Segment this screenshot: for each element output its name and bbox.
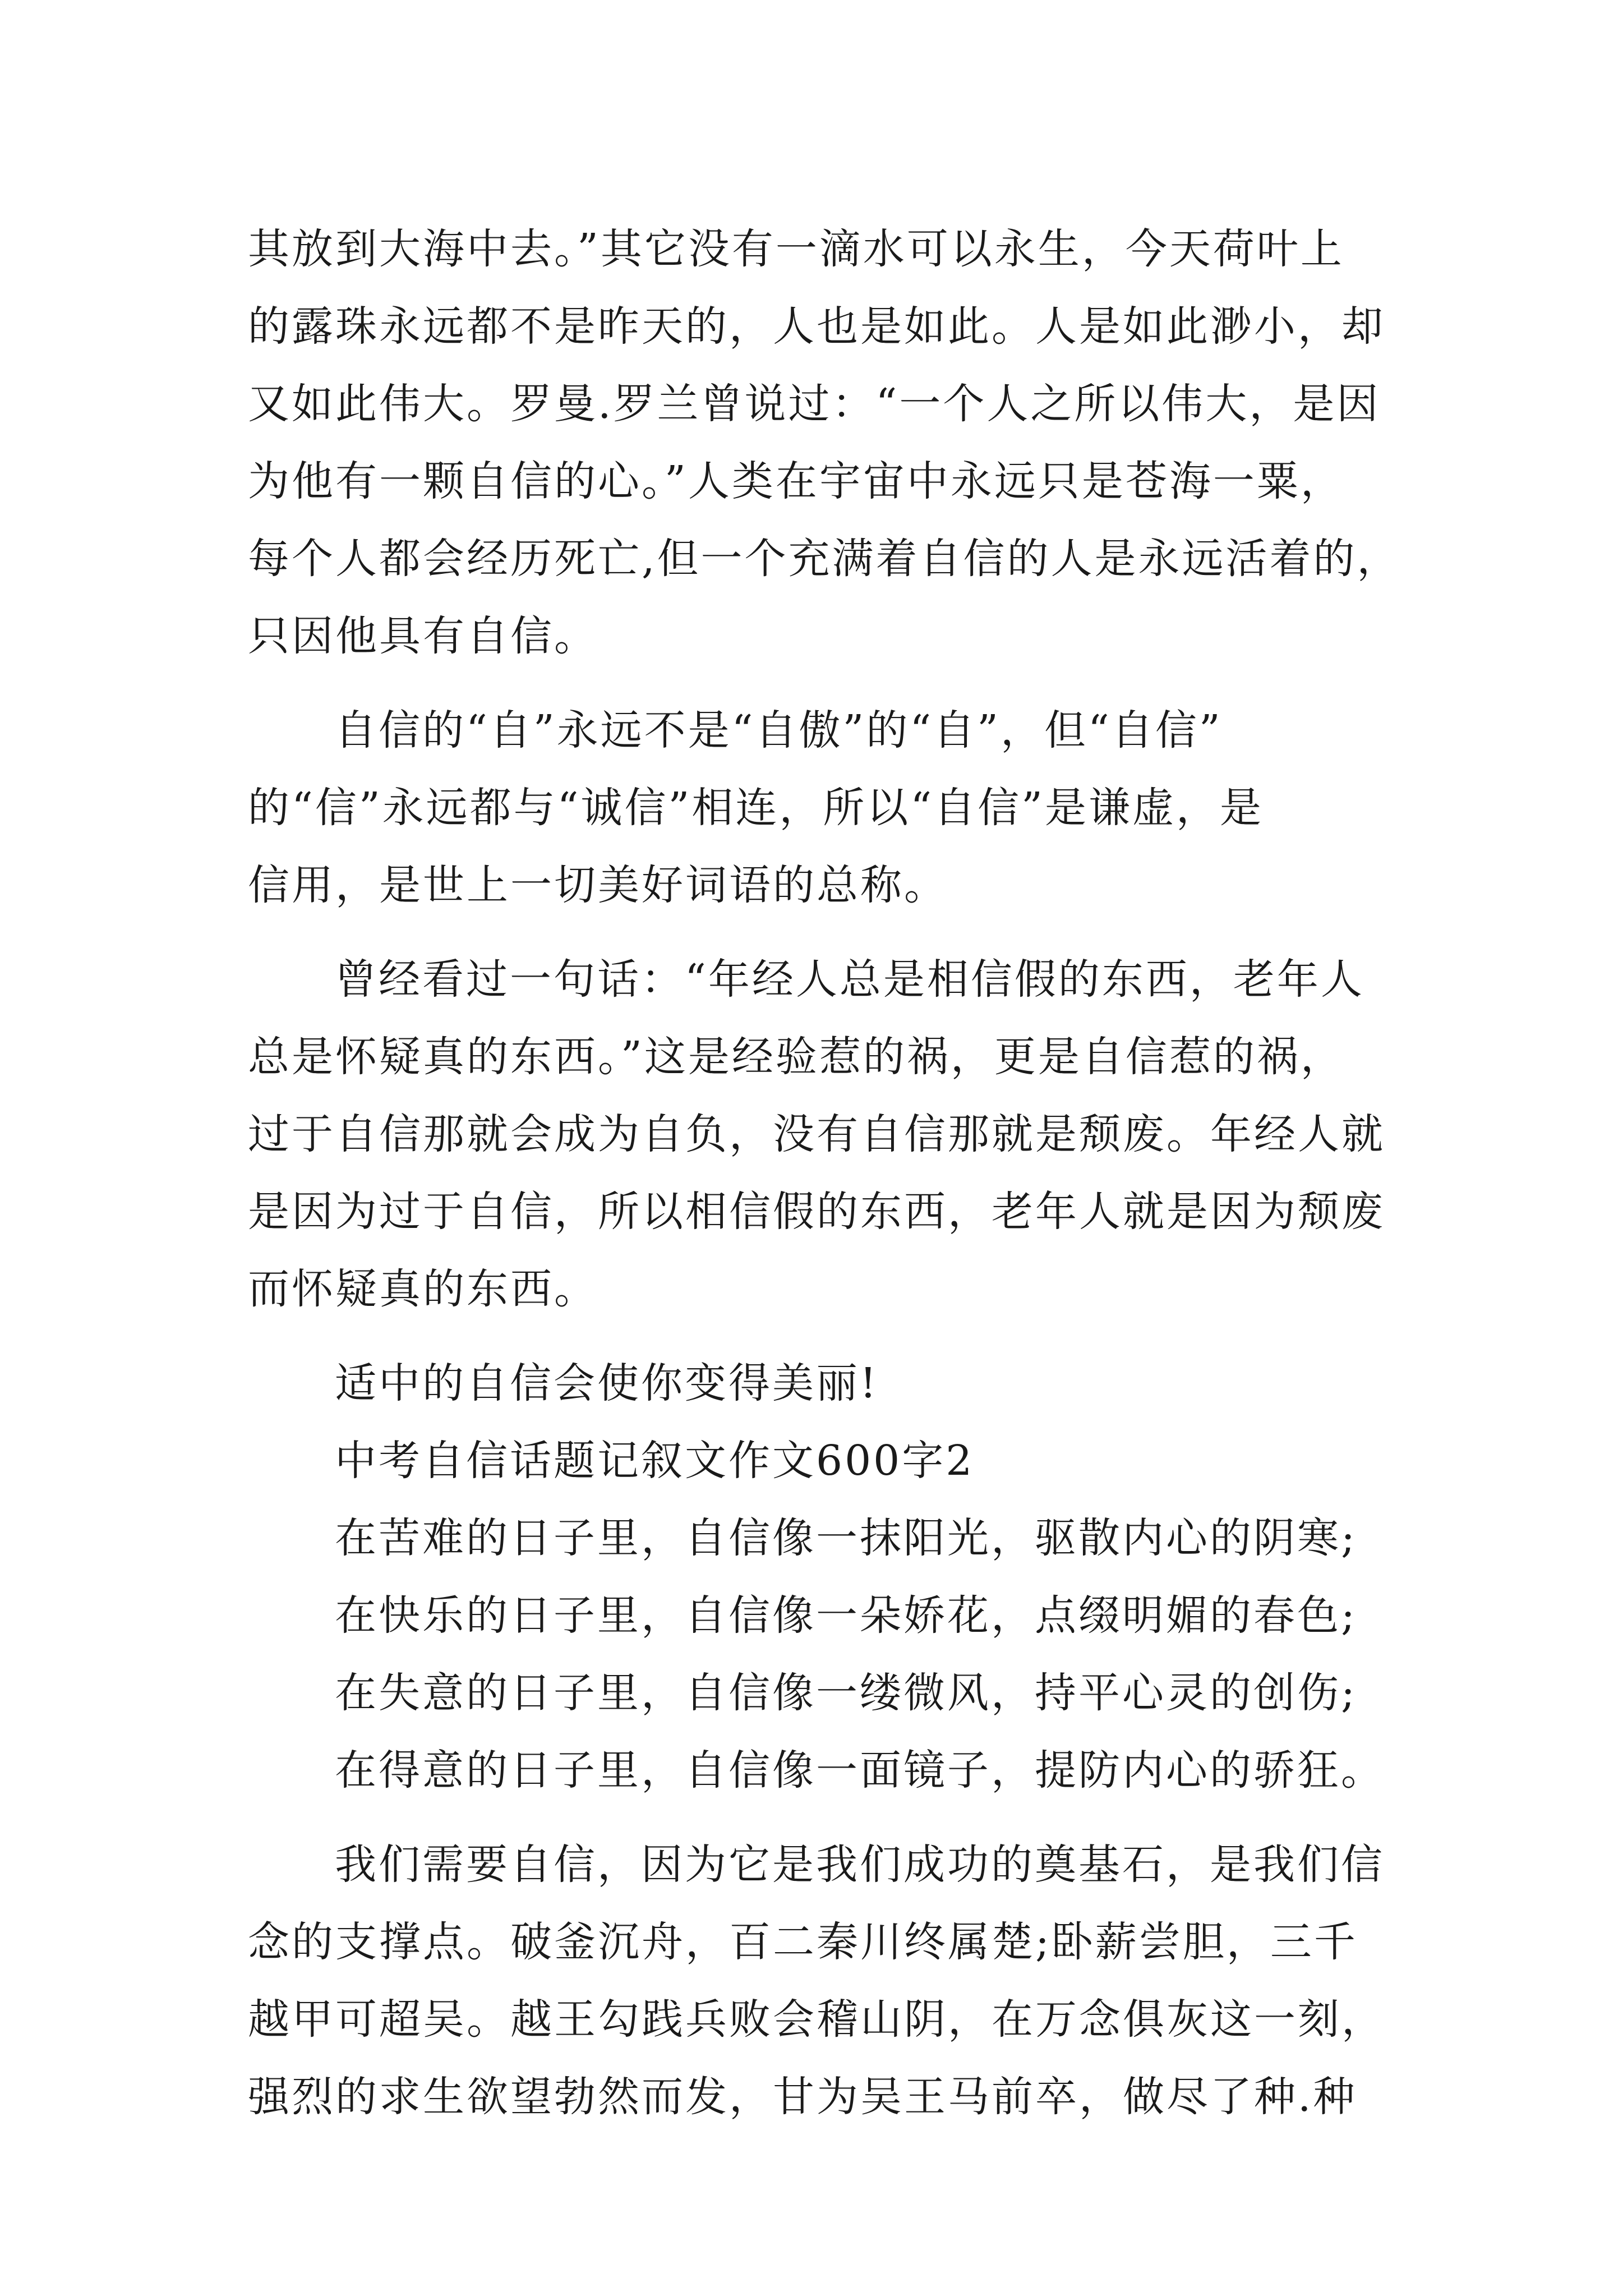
text-line: 在快乐的日子里，自信像一朵娇花，点缀明媚的春色; bbox=[335, 1591, 1357, 1640]
text-line: 其放到大海中去。”其它没有一滴水可以永生，今天荷叶上 bbox=[248, 225, 1344, 273]
text-line: 越甲可超吴。越王勾践兵败会稽山阴，在万念俱灰这一刻， bbox=[248, 1995, 1385, 2044]
text-line: 我们需要自信，因为它是我们成功的奠基石，是我们信 bbox=[335, 1841, 1385, 1889]
text-line: 总是怀疑真的东西。”这是经验惹的祸，更是自信惹的祸， bbox=[248, 1033, 1344, 1081]
text-line: 是因为过于自信，所以相信假的东西，老年人就是因为颓废 bbox=[248, 1188, 1385, 1236]
text-line: 在得意的日子里，自信像一面镜子，提防内心的骄狂。 bbox=[335, 1746, 1385, 1795]
text-line: 信用，是世上一切美好词语的总称。 bbox=[248, 861, 948, 909]
text-line: 为他有一颗自信的心。”人类在宇宙中永远只是苍海一粟， bbox=[248, 457, 1344, 505]
text-line: 过于自信那就会成为自负，没有自信那就是颓废。年经人就 bbox=[248, 1110, 1385, 1158]
document-body bbox=[248, 210, 1401, 2136]
text-line: 强烈的求生欲望勃然而发，甘为吴王马前卒，做尽了种.种 bbox=[248, 2073, 1357, 2121]
text-line: 只因他具有自信。 bbox=[248, 612, 598, 660]
text-line: 念的支撑点。破釜沉舟，百二秦川终属楚;卧薪尝胆，三千 bbox=[248, 1918, 1358, 1966]
text-line: 适中的自信会使你变得美丽! bbox=[335, 1359, 879, 1407]
section-heading: 中考自信话题记叙文作文600字2 bbox=[335, 1437, 975, 1485]
text-line: 的“信”永远都与“诚信”相连，所以“自信”是谦虚，是 bbox=[248, 784, 1264, 832]
text-line: 每个人都会经历死亡,但一个充满着自信的人是永远活着的， bbox=[248, 535, 1401, 583]
text-line: 自信的“自”永远不是“自傲”的“自”，但“自信” bbox=[335, 706, 1223, 754]
text-line: 曾经看过一句话：“年经人总是相信假的东西，老年人 bbox=[335, 955, 1364, 1004]
text-line: 在失意的日子里，自信像一缕微风，持平心灵的创伤; bbox=[335, 1669, 1357, 1717]
text-line: 的露珠永远都不是昨天的，人也是如此。人是如此渺小，却 bbox=[248, 302, 1385, 351]
text-line: 而怀疑真的东西。 bbox=[248, 1265, 598, 1313]
text-line: 在苦难的日子里，自信像一抹阳光，驱散内心的阴寒; bbox=[335, 1514, 1357, 1562]
text-line: 又如此伟大。罗曼.罗兰曾说过：“一个人之所以伟大，是因 bbox=[248, 380, 1381, 428]
